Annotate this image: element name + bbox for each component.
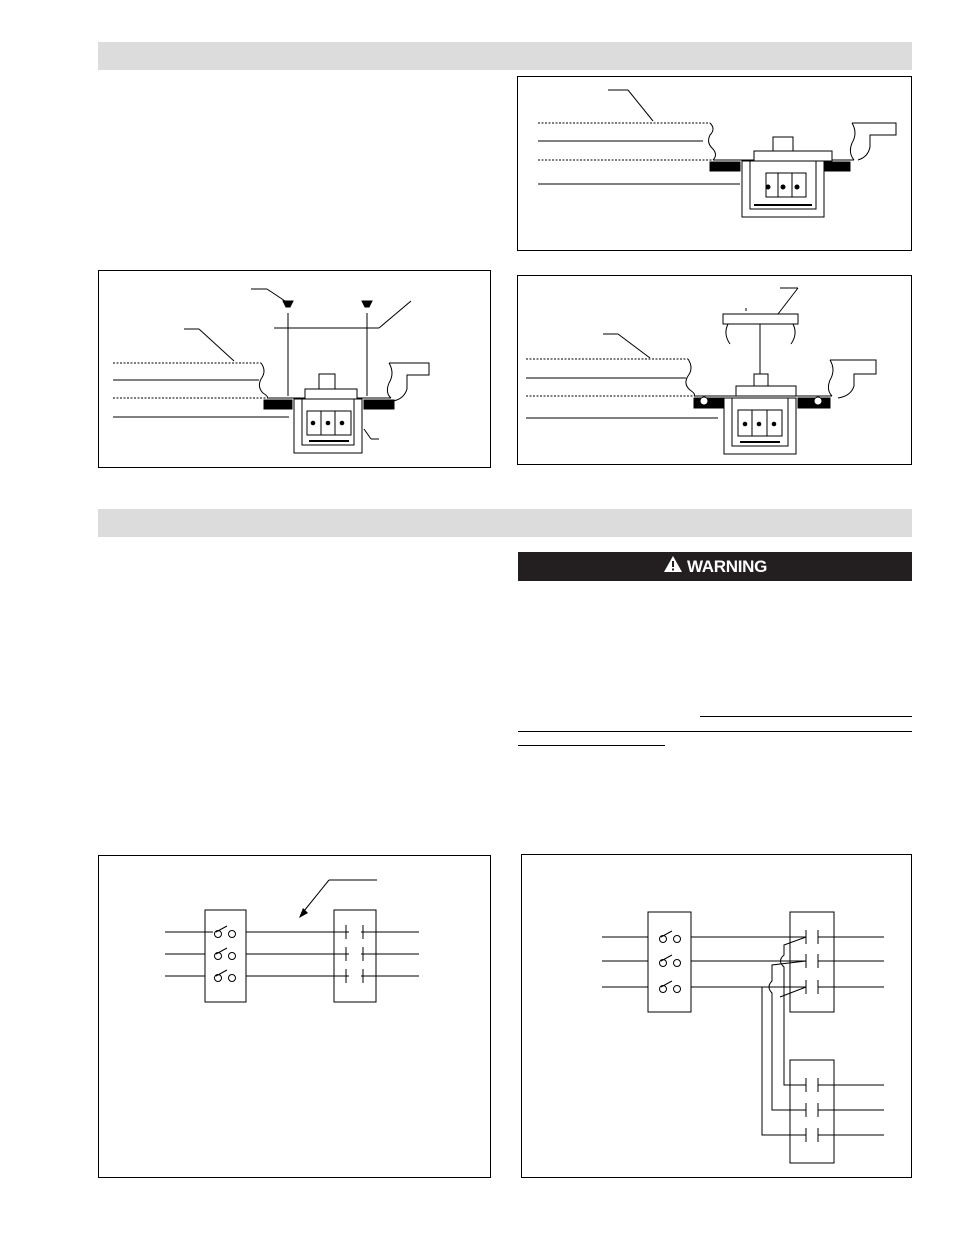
- single-contactor-wiring-diagram: [99, 856, 492, 1179]
- section-header-band-middle: [98, 509, 912, 537]
- screw-mount-diagram: [99, 271, 492, 469]
- figure-wiring-single: [98, 855, 491, 1178]
- warning-triangle-icon: [663, 555, 683, 578]
- warning-banner: [518, 552, 912, 581]
- underline-3: [518, 745, 665, 746]
- figure-cutout-top-right: [517, 76, 912, 251]
- figure-wiring-dual: [521, 854, 912, 1178]
- underline-1: [700, 716, 912, 717]
- figure-mounting-screws-left: [98, 270, 491, 468]
- warning-label: WARNING: [686, 556, 768, 576]
- figure-hanger-right: [517, 275, 912, 465]
- dual-contactor-wiring-diagram: [522, 855, 913, 1179]
- duct-cutout-diagram: [518, 77, 913, 252]
- hanger-mount-diagram: [518, 276, 913, 466]
- underline-2: [518, 731, 912, 732]
- section-header-band-top: [98, 42, 912, 70]
